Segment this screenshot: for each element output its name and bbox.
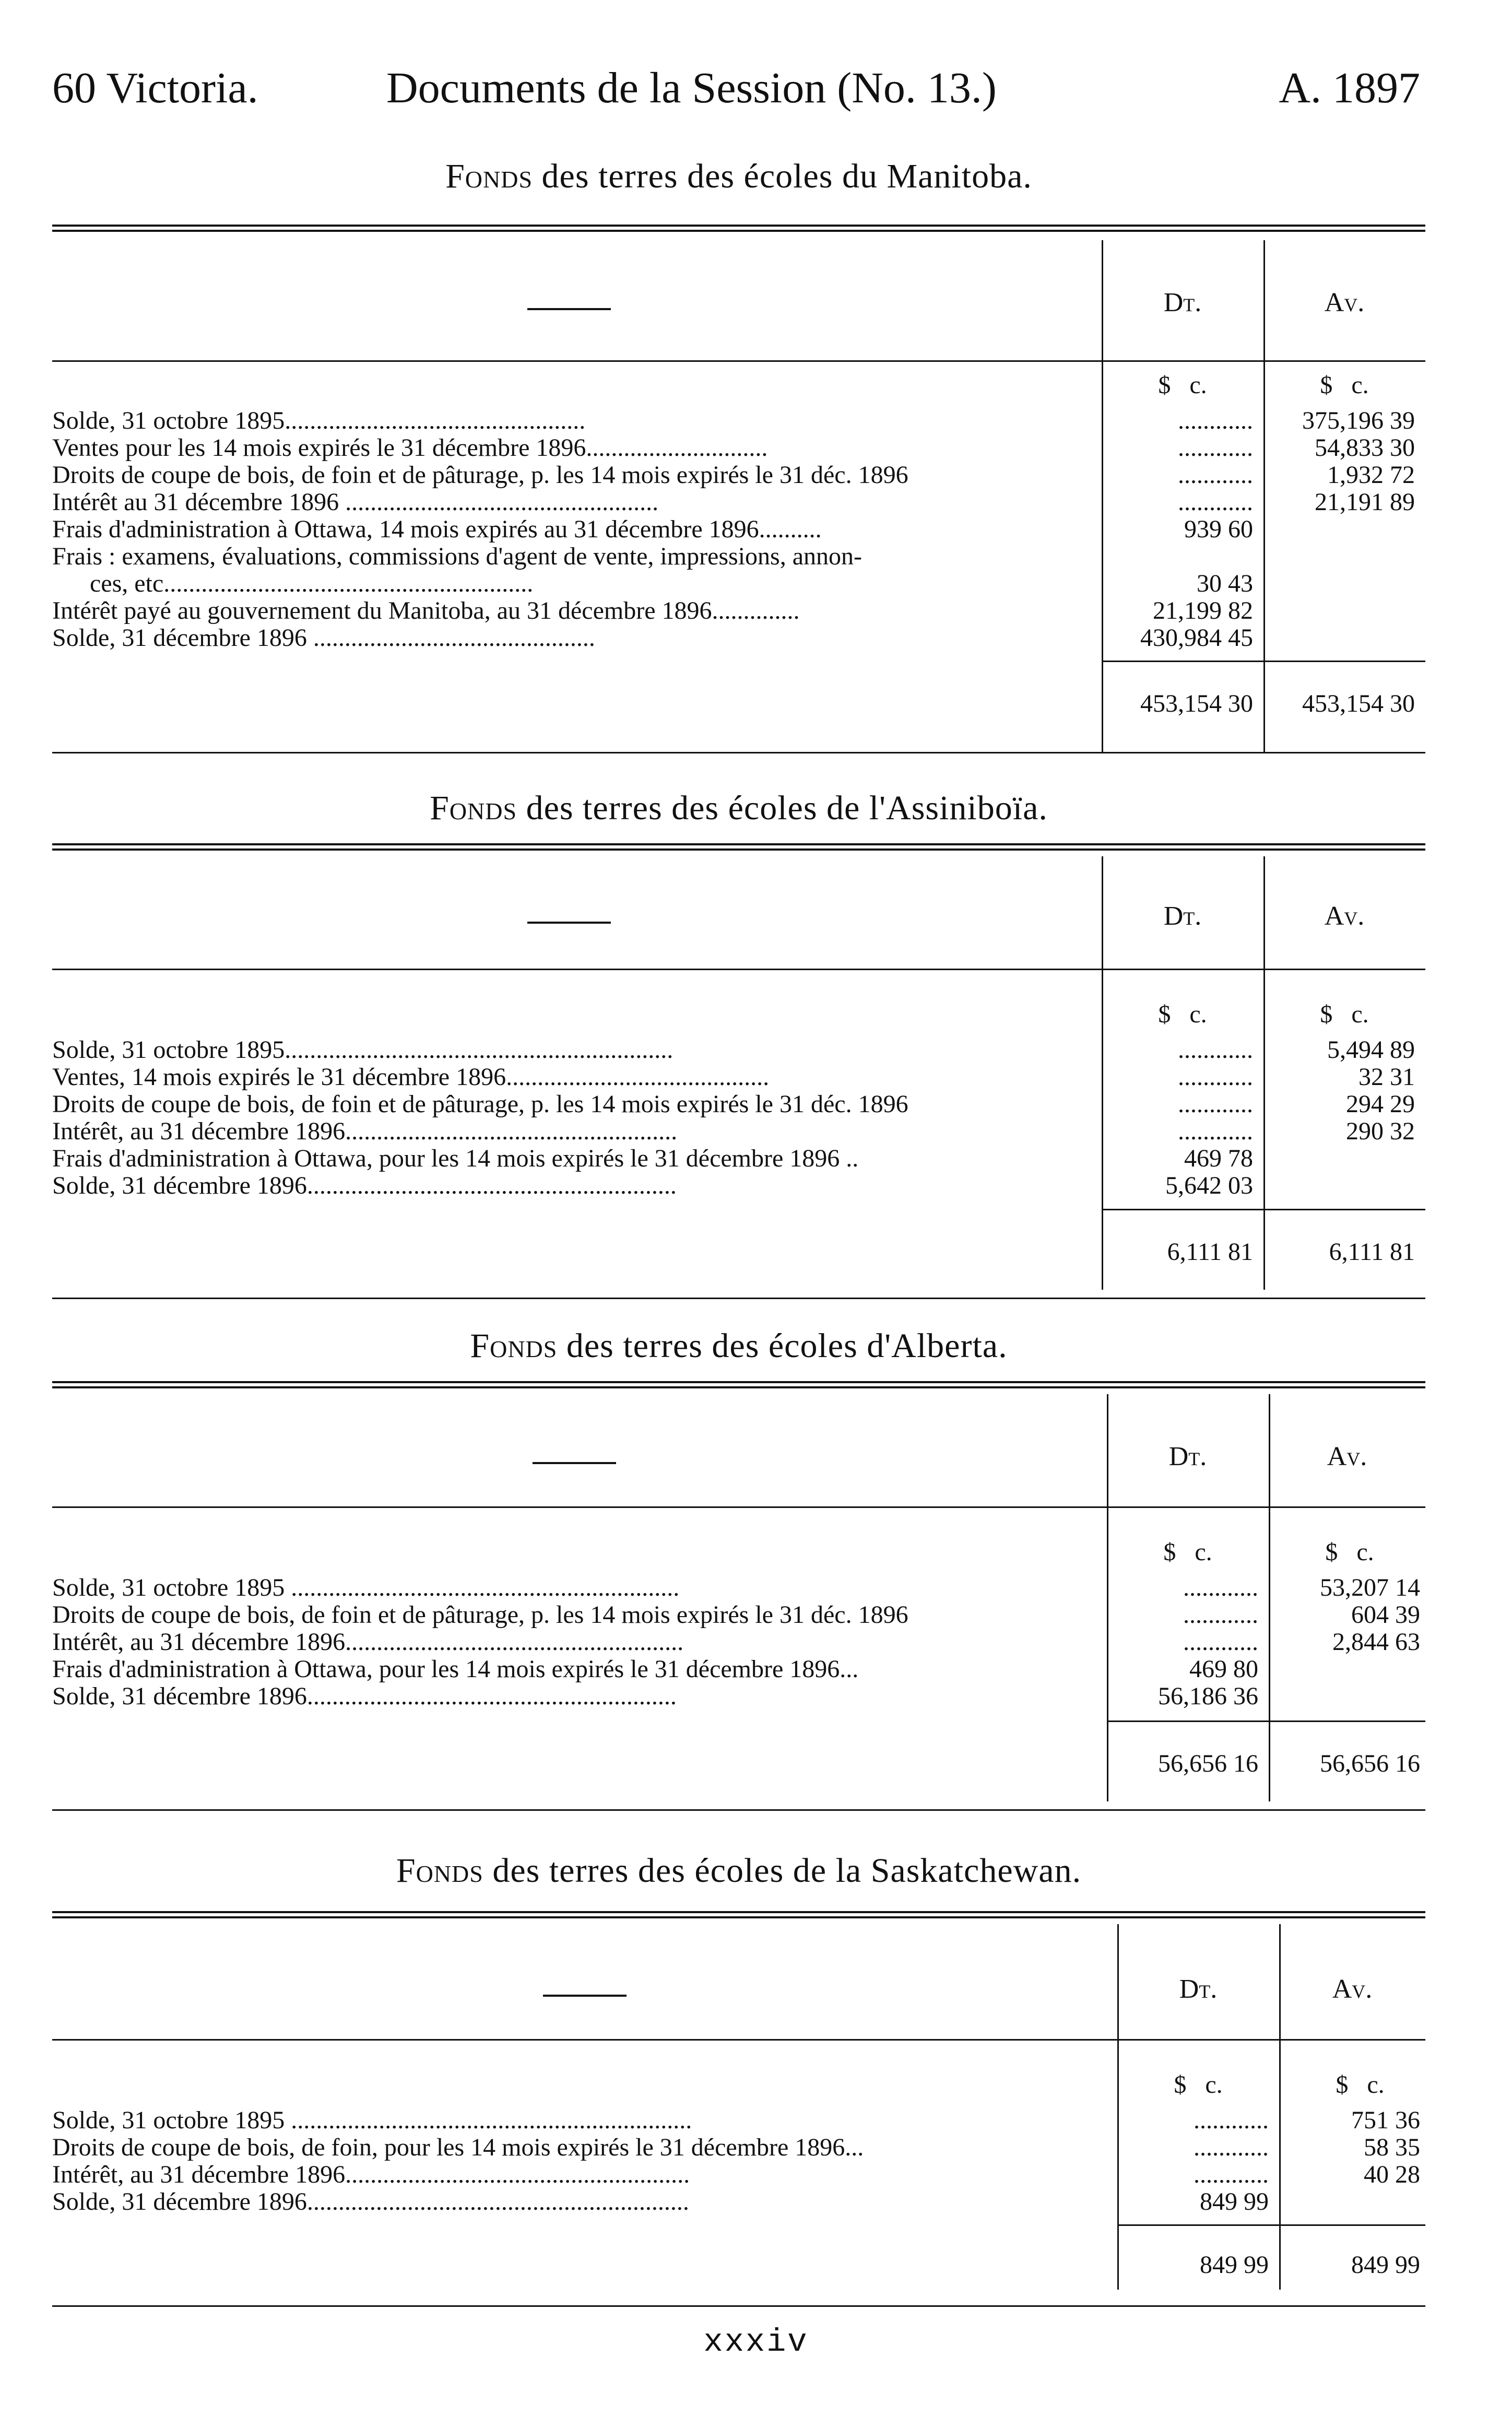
column-header-av: Av. [1332, 1974, 1373, 2004]
total-dt: 453,154 30 [1140, 690, 1253, 717]
total-av: 56,656 16 [1320, 1750, 1420, 1777]
header-title: Documents de la Session (No. 13.) [386, 64, 997, 112]
unit-av: $ c. [1320, 371, 1369, 399]
table-row: Frais : examens, évaluations, commissions d'agent de vente, impressions, annon- [52, 543, 863, 570]
header-rule [52, 2039, 1425, 2041]
bottom-rule [52, 2305, 1425, 2307]
unit-av: $ c. [1320, 1000, 1369, 1028]
table-row: Frais d'administration à Ottawa, 14 mois expirés au 31 décembre 1896.......... 939 60 [52, 515, 1253, 543]
unit-av: $ c. [1325, 1538, 1374, 1566]
header-session: 60 Victoria. [52, 64, 258, 112]
section-title: Fonds des terres des écoles de l'Assiniboïa. [430, 789, 1048, 827]
unit-av: $ c. [1336, 2071, 1385, 2099]
total-rule [1107, 1720, 1425, 1722]
header-year: A. 1897 [1279, 64, 1420, 112]
unit-dt: $ c. [1158, 1000, 1207, 1028]
table-row: Solde, 31 octobre 1895.............................................................. ............ 5,494 89 [52, 1036, 1415, 1064]
section-manitoba [52, 157, 1425, 773]
unit-dt: $ c. [1158, 371, 1207, 399]
table-row: Solde, 31 octobre 1895 ................................................................ ............ 751 36 [52, 2106, 1420, 2134]
total-rule [1102, 1209, 1425, 1210]
total-av: 849 99 [1351, 2251, 1420, 2279]
table-row: Solde, 31 octobre 1895 .............................................................. ............ 53,207 14 [52, 1574, 1420, 1601]
table-row: Droits de coupe de bois, de foin, pour les 14 mois expirés le 31 décembre 1896... ............ 58 35 [52, 2134, 1420, 2161]
description-column-dash [543, 1995, 627, 1997]
table-row: Droits de coupe de bois, de foin et de pâturage, p. les 14 mois expirés le 31 déc. 1896 ............ 604 39 [52, 1601, 1420, 1629]
unit-dt: $ c. [1174, 2071, 1223, 2099]
bottom-rule [52, 1809, 1425, 1811]
section-title: Fonds des terres des écoles de la Saskatchewan. [396, 1852, 1082, 1890]
column-header-av: Av. [1324, 288, 1365, 317]
header-rule [52, 969, 1425, 970]
table-row: Intérêt, au 31 décembre 1896..................................................... ............ 290 32 [52, 1117, 1415, 1145]
table-row: Ventes pour les 14 mois expirés le 31 décembre 1896............................. ............ 54,833 30 [52, 434, 1415, 462]
column-header-dt: Dt. [1163, 288, 1202, 317]
page-header [52, 63, 1420, 125]
total-dt: 849 99 [1200, 2251, 1269, 2279]
double-rule [52, 1381, 1425, 1388]
table-row: Droits de coupe de bois, de foin et de pâturage, p. les 14 mois expirés le 31 déc. 1896 ............ 1,932 72 [52, 461, 1415, 489]
total-av: 6,111 81 [1329, 1238, 1415, 1266]
table-row: Solde, 31 décembre 1896 ............................................. 430,984 45 [52, 624, 1253, 652]
column-header-av: Av. [1324, 901, 1365, 931]
table-row: Intérêt au 31 décembre 1896 .................................................. ............ 21,191 89 [52, 488, 1415, 516]
table-row: Frais d'administration à Ottawa, pour les 14 mois expirés le 31 décembre 1896... 469 80 [52, 1655, 1258, 1683]
bottom-rule [52, 752, 1425, 753]
total-dt: 6,111 81 [1167, 1238, 1253, 1266]
table-row: Intérêt, au 31 décembre 1896...................................................... ............ 2,844 63 [52, 1628, 1420, 1656]
column-header-av: Av. [1327, 1442, 1367, 1471]
unit-dt: $ c. [1163, 1538, 1212, 1566]
table-row: Frais d'administration à Ottawa, pour les 14 mois expirés le 31 décembre 1896 .. 469 78 [52, 1145, 1253, 1172]
section-assiniboia [52, 788, 1425, 1321]
column-header-dt: Dt. [1168, 1442, 1207, 1471]
header-rule [52, 1506, 1425, 1508]
column-header-dt: Dt. [1179, 1974, 1218, 2004]
table-row: Intérêt, au 31 décembre 1896....................................................... ............ 40 28 [52, 2161, 1420, 2188]
table-row: Solde, 31 décembre 1896........................................................... 56,186 36 [52, 1682, 1258, 1710]
double-rule [52, 225, 1425, 232]
table-row: Solde, 31 décembre 1896............................................................. 849 99 [52, 2188, 1269, 2215]
total-dt: 56,656 16 [1158, 1750, 1258, 1777]
column-header-dt: Dt. [1163, 901, 1202, 931]
section-title: Fonds des terres des écoles du Manitoba. [445, 157, 1032, 195]
table-row: Solde, 31 octobre 1895................................................ ............ 375,196 39 [52, 407, 1415, 434]
section-alberta [52, 1326, 1425, 1828]
table-row: Ventes, 14 mois expirés le 31 décembre 1896.......................................... ............ 32 31 [52, 1063, 1415, 1091]
double-rule [52, 843, 1425, 851]
section-saskatchewan [52, 1851, 1425, 2311]
table-row: Intérêt payé au gouvernement du Manitoba, au 31 décembre 1896.............. 21,199 82 [52, 597, 1253, 624]
double-rule [52, 1911, 1425, 1918]
description-column-dash [527, 922, 611, 924]
bottom-rule [52, 1298, 1425, 1299]
total-av: 453,154 30 [1302, 690, 1415, 717]
section-title: Fonds des terres des écoles d'Alberta. [470, 1327, 1008, 1365]
description-column-dash [533, 1462, 616, 1464]
total-rule [1117, 2224, 1425, 2226]
table-row: Droits de coupe de bois, de foin et de pâturage, p. les 14 mois expirés le 31 déc. 1896 ............ 294 29 [52, 1090, 1415, 1118]
total-rule [1102, 661, 1425, 662]
page-number: xxxiv [703, 2324, 809, 2361]
description-column-dash [527, 308, 611, 310]
table-row: Solde, 31 décembre 1896........................................................... 5,642 03 [52, 1172, 1253, 1199]
table-row: ces, etc........................................................... 30 43 [52, 570, 1253, 597]
header-rule [52, 360, 1425, 362]
